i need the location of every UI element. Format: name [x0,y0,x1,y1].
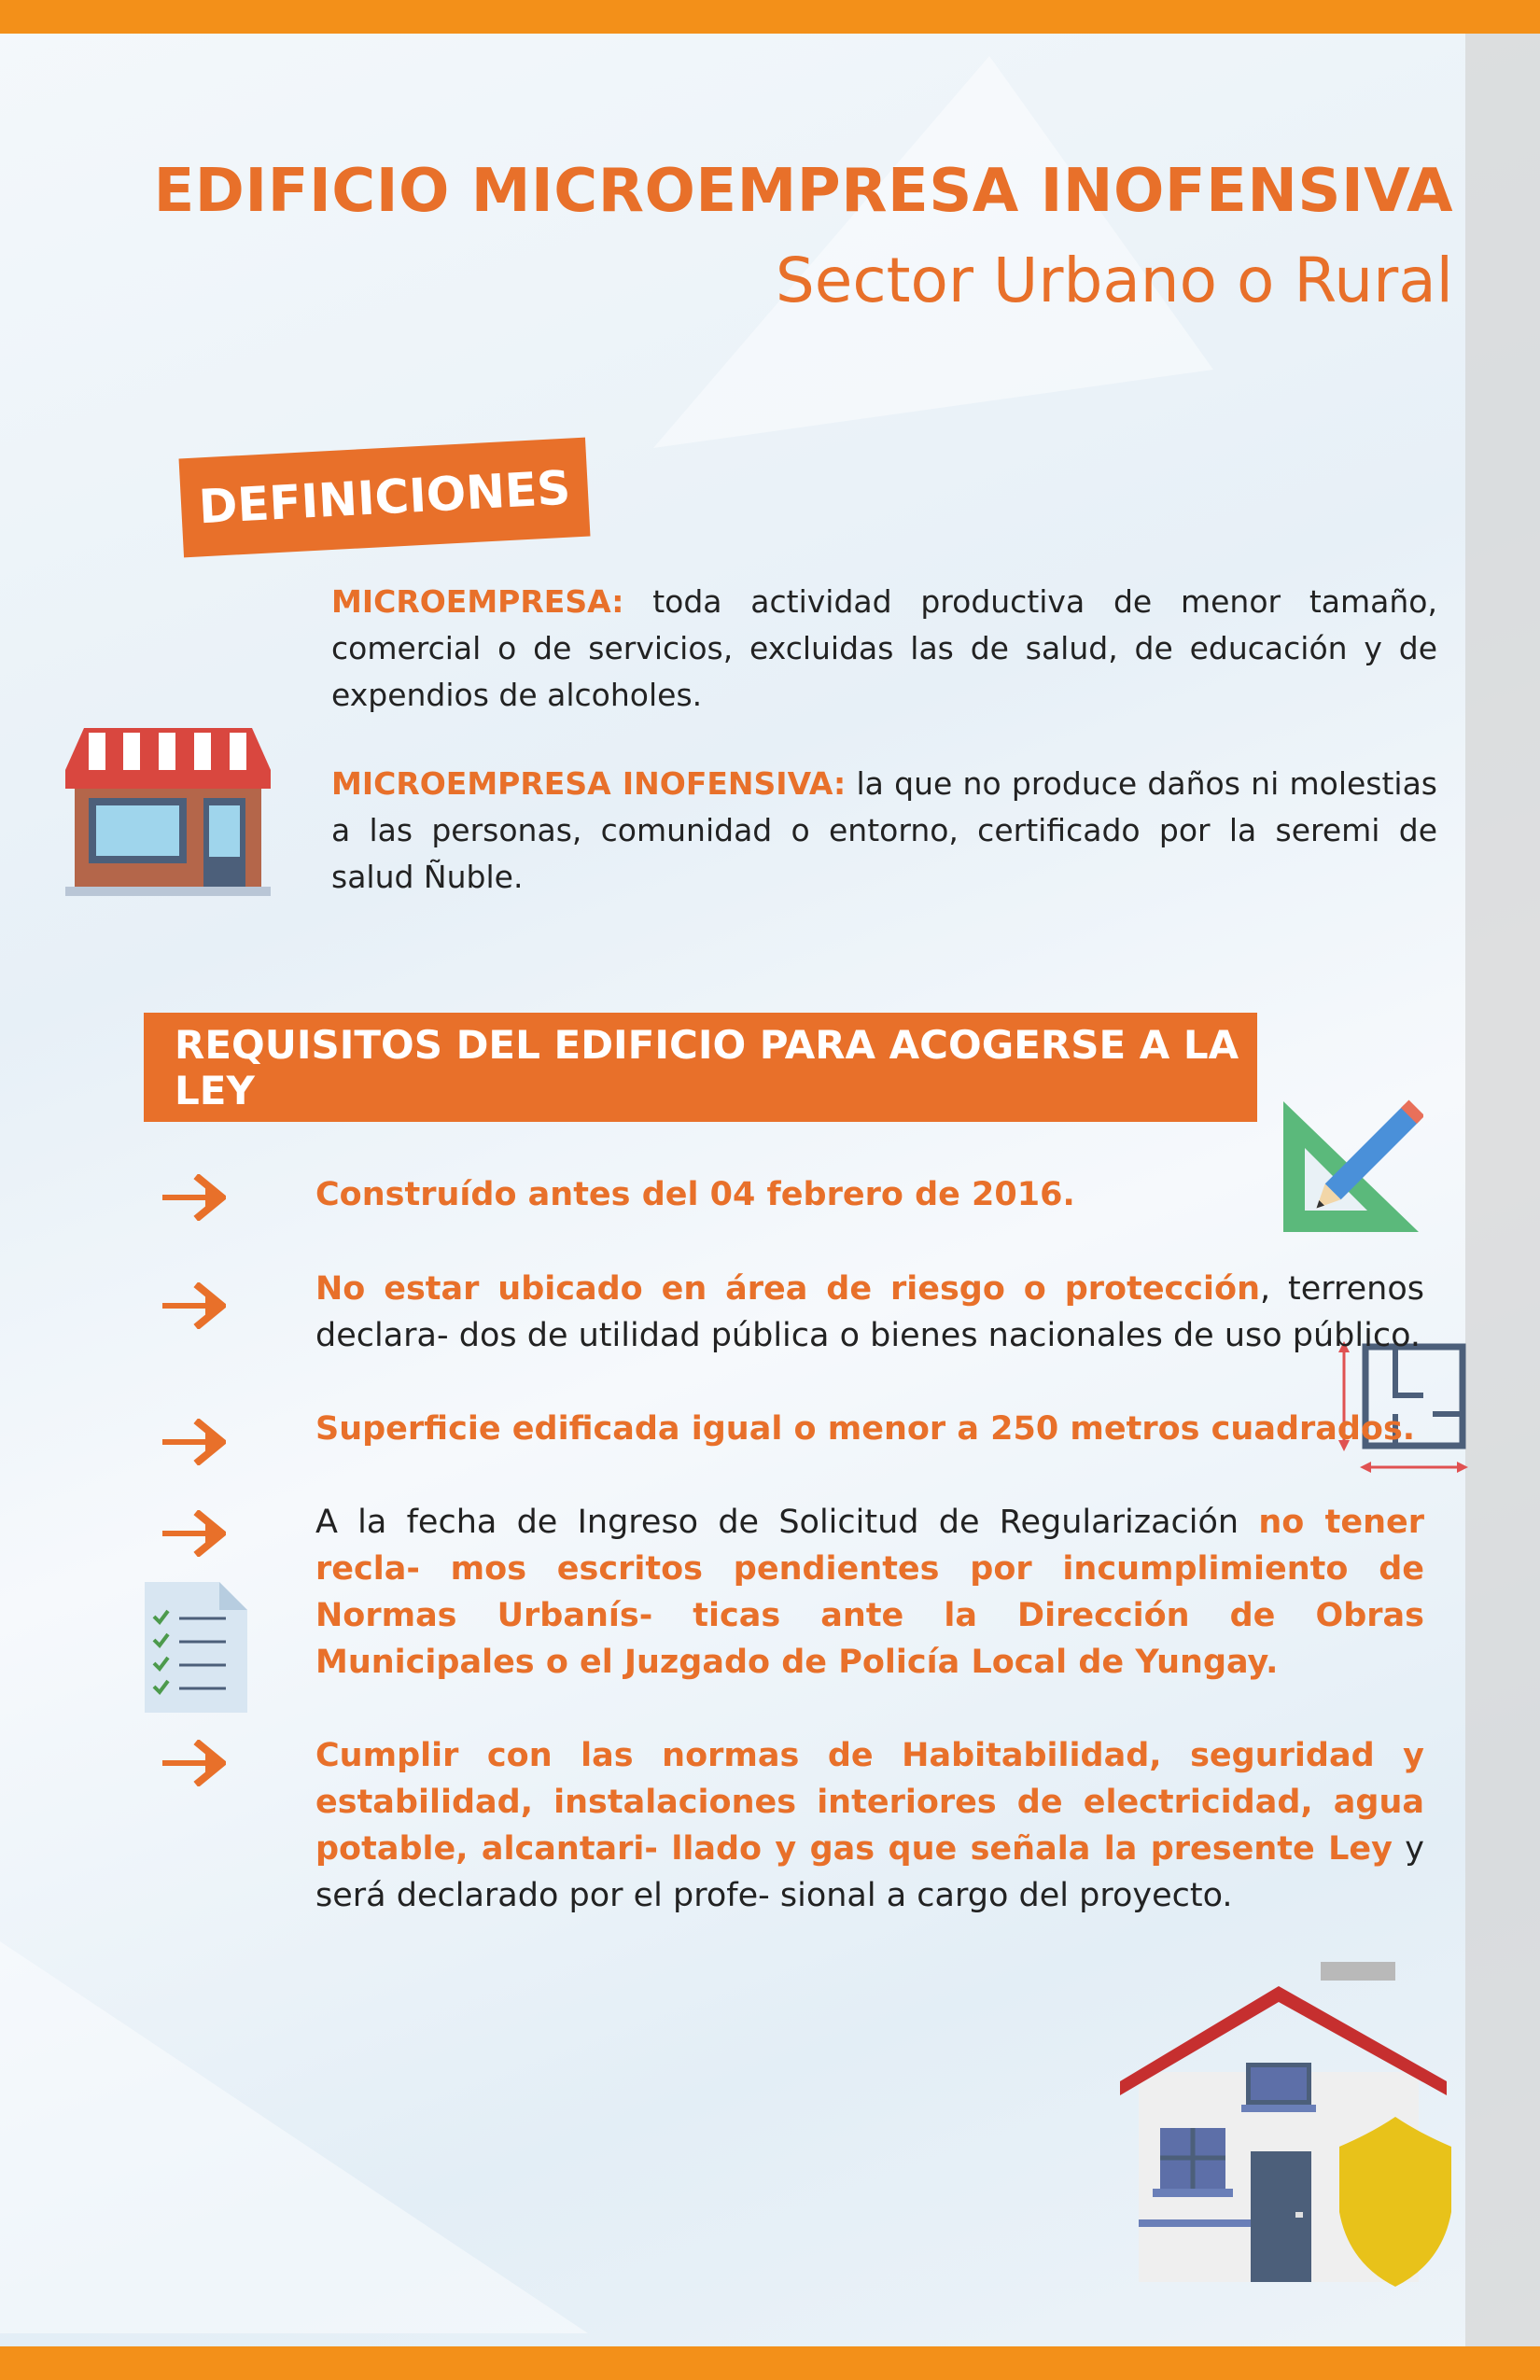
requirement-item [315,1732,1424,1919]
requirement-highlight: No estar ubicado en área de riesgo o protección [315,1270,1261,1308]
page-title: EDIFICIO MICROEMPRESA INOFENSIVA [153,157,1453,226]
requirement-highlight: Cumplir con las normas de Habitabilidad, seguridad y estabilidad, instalaciones interiores de electricidad, agua potable, alcantari- llado y gas que señala la presente Ley [315,1737,1424,1868]
definitions-badge: DEFINICIONES [179,438,591,558]
requirement-item [315,1406,1424,1452]
arrow-right-icon [161,1740,226,1786]
requirement-highlight: Construído antes del 04 febrero de 2016. [315,1176,1075,1213]
requirement-highlight: Superficie edificada igual o menor a 250 metros cuadrados. [315,1410,1416,1448]
requirement-highlight: no tener recla- mos escritos pendientes por incumplimiento de Normas Urbanís- ticas ante la Dirección de Obras Municipales o el Juzgado de Policía Local de Yungay. [315,1504,1424,1681]
definition-microempresa-inofensiva [331,761,1437,901]
requirement-item [315,1499,1424,1686]
definition-text: la que no produce daños ni molestias a las personas, comunidad o entorno, certificado por la seremi de salud Ñuble. [331,765,1438,895]
bottom-bar [0,2346,1540,2380]
checklist-icon [140,1577,252,1717]
definition-text: toda actividad productiva de menor tamaño, comercial o de servicios, excluidas las de salud, de educación y de expendios de alcoholes. [331,583,1437,713]
definition-term: MICROEMPRESA: [331,583,624,620]
arrow-right-icon [161,1174,226,1221]
definition-microempresa [331,579,1437,719]
page-subtitle: Sector Urbano o Rural [775,245,1453,316]
requirement-item [315,1171,1424,1218]
definition-term: MICROEMPRESA INOFENSIVA: [331,765,847,802]
requirement-text: , terrenos declara- dos de utilidad pública o bienes nacionales de uso público. [315,1270,1424,1354]
arrow-right-icon [161,1419,226,1465]
shop-icon [65,728,271,901]
right-strip [1465,34,1540,2346]
requirement-text: A la fecha de Ingreso de Solicitud de Regularización [315,1504,1259,1541]
arrow-right-icon [161,1510,226,1557]
top-bar [0,0,1540,34]
requirement-item [315,1266,1424,1359]
arrow-right-icon [161,1282,226,1329]
house-shield-icon [1115,1960,1461,2296]
requirements-header: REQUISITOS DEL EDIFICIO PARA ACOGERSE A LA LEY [144,1013,1257,1122]
requirement-text: y será declarado por el profe- sional a cargo del proyecto. [315,1830,1425,1914]
